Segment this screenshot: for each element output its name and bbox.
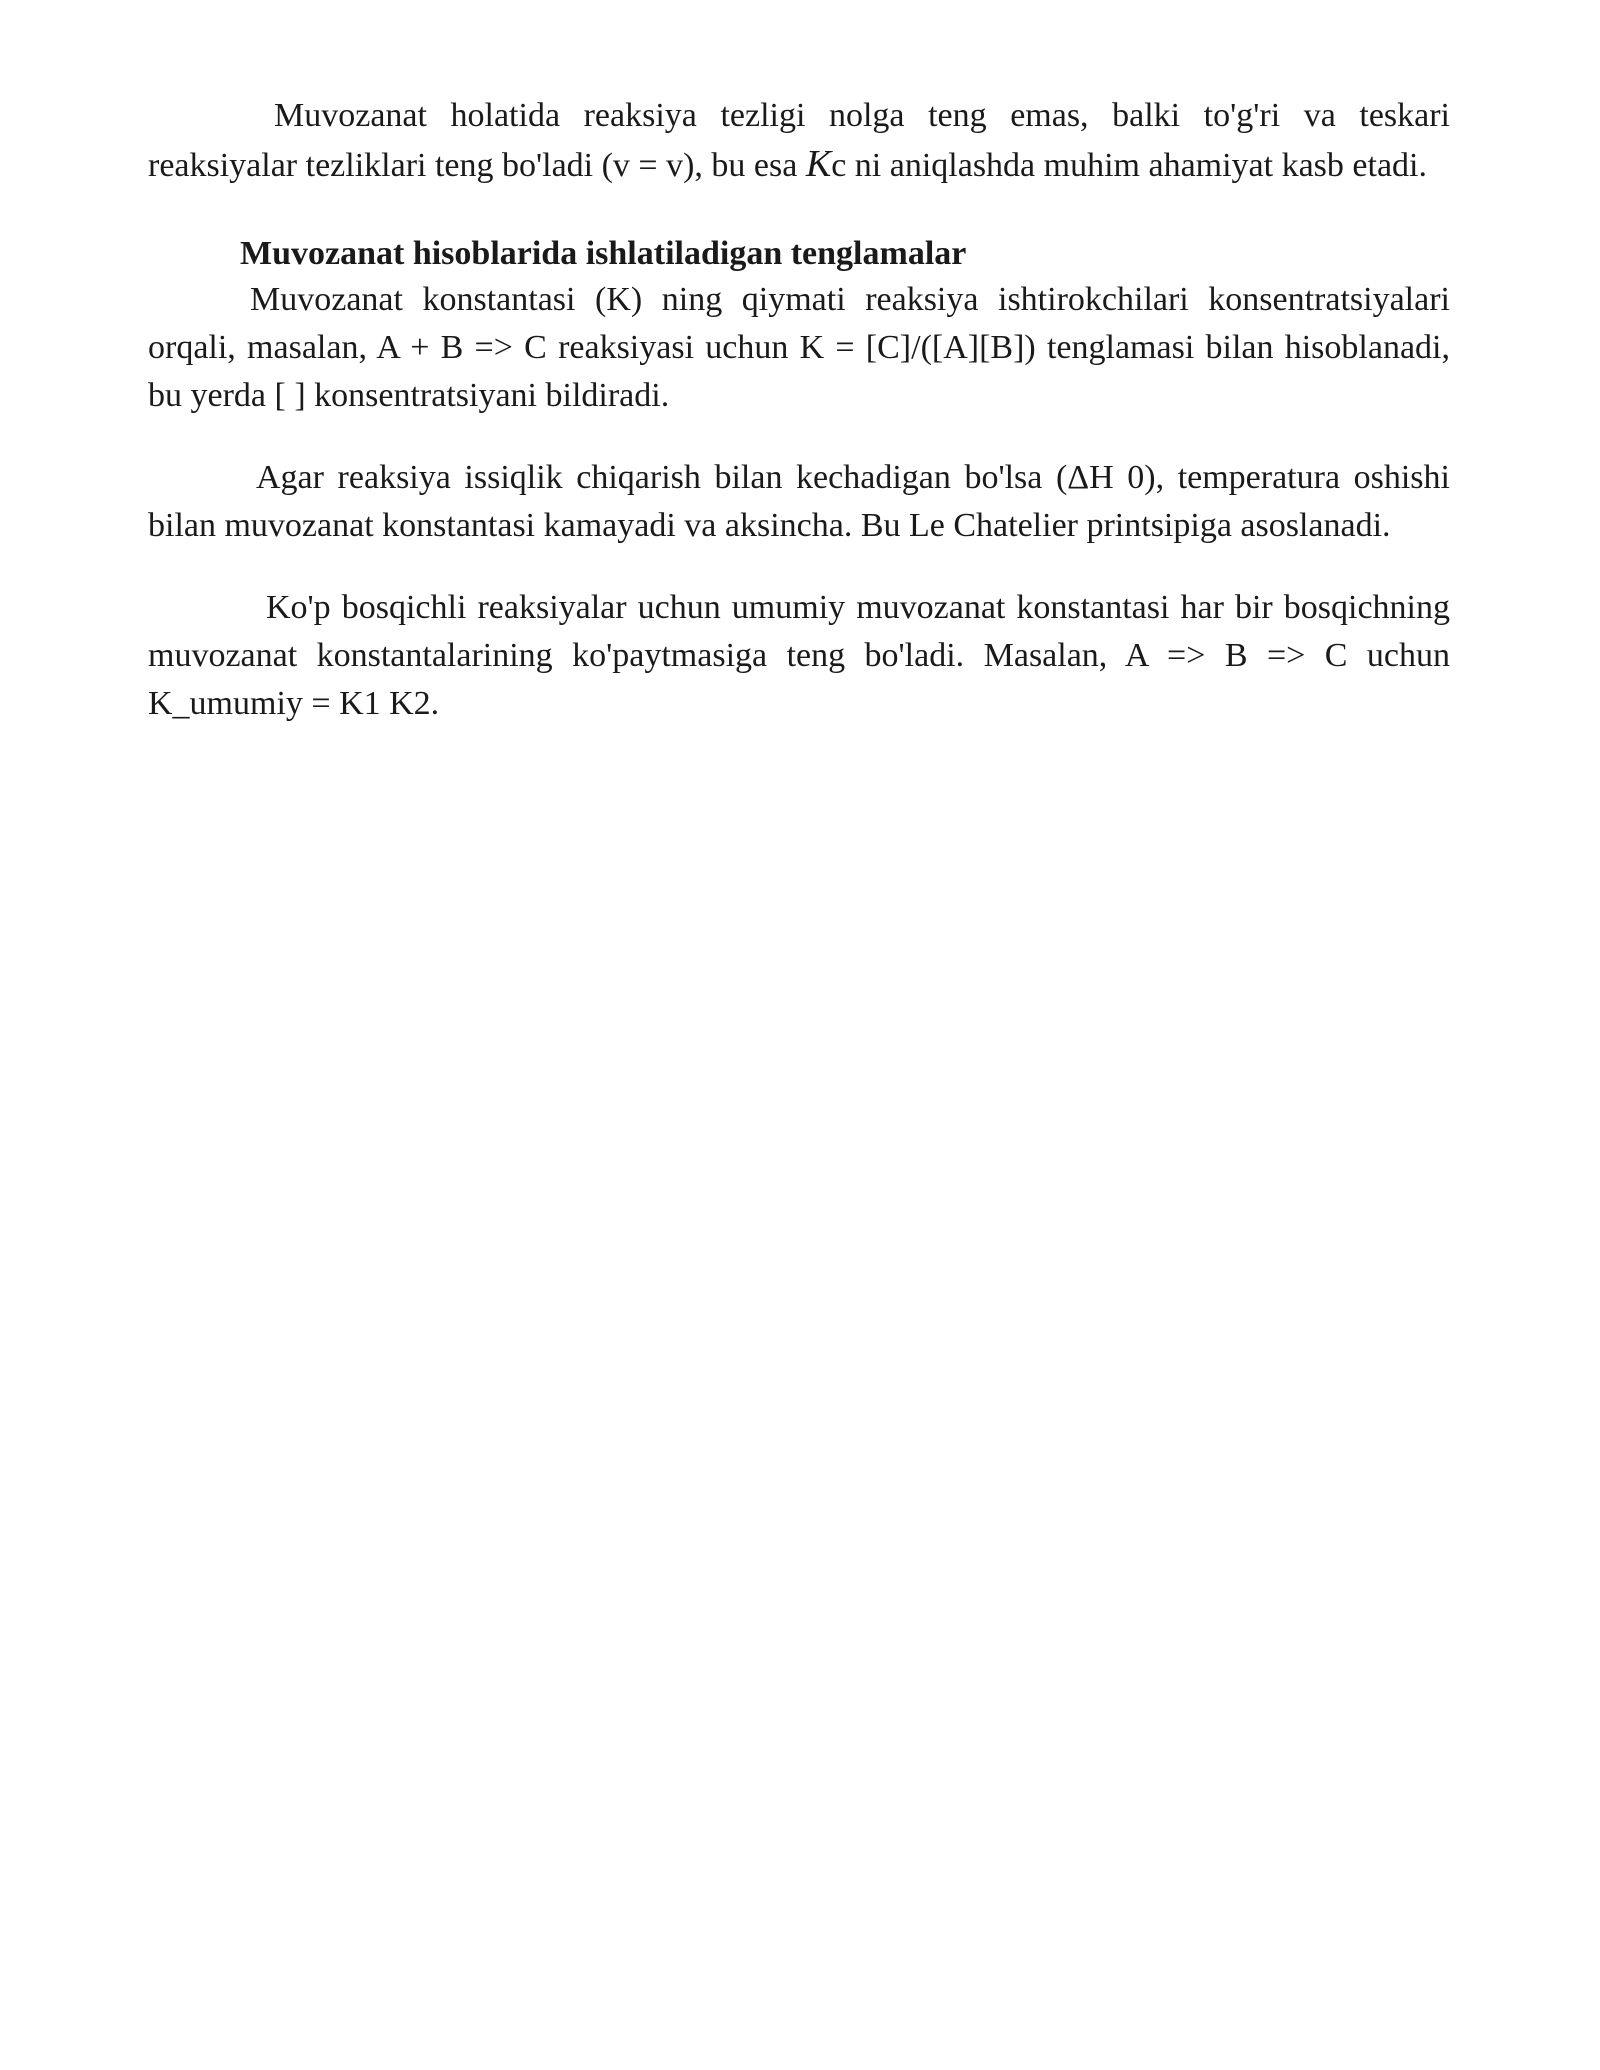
paragraph-equilibrium-rate — [148, 92, 1450, 190]
paragraph-text: c ni aniqlashda muhim ahamiyat kasb etadi. — [831, 147, 1427, 184]
document-body — [148, 92, 1450, 728]
section-heading: Muvozanat hisoblarida ishlatiladigan tenglamalar — [240, 235, 967, 272]
paragraph-constant-formula: Muvozanat konstantasi (K) ning qiymati reaksiya ishtirokchilari konsentratsiyalari orqali, masalan, A + B => C reaksiyasi uchun K = [C]/([A][B]) tenglamasi bilan hisoblanadi, bu yerda [ ] konsentratsiyani bildiradi. — [148, 281, 1450, 414]
kc-symbol: K — [805, 143, 832, 185]
paragraph-multistep-reactions: Ko'p bosqichli reaksiyalar uchun umumiy muvozanat konstantasi har bir bosqichning muvozanat konstantalarining ko'paytmasiga teng bo'ladi. Masalan, A => B => C uchun K_umumiy = K1 K2. — [148, 589, 1450, 722]
paragraph-temperature-effect: Agar reaksiya issiqlik chiqarish bilan kechadigan bo'lsa (ΔH 0), temperatura oshishi bilan muvozanat konstantasi kamayadi va aksincha. Bu Le Chatelier printsipiga asoslanadi. — [148, 459, 1450, 544]
paragraph-text: Muvozanat holatida reaksiya tezligi nolga teng emas, balki to'g'ri va teskari reaksiyalar tezliklari teng bo'ladi (v = v), bu esa — [148, 97, 1450, 184]
